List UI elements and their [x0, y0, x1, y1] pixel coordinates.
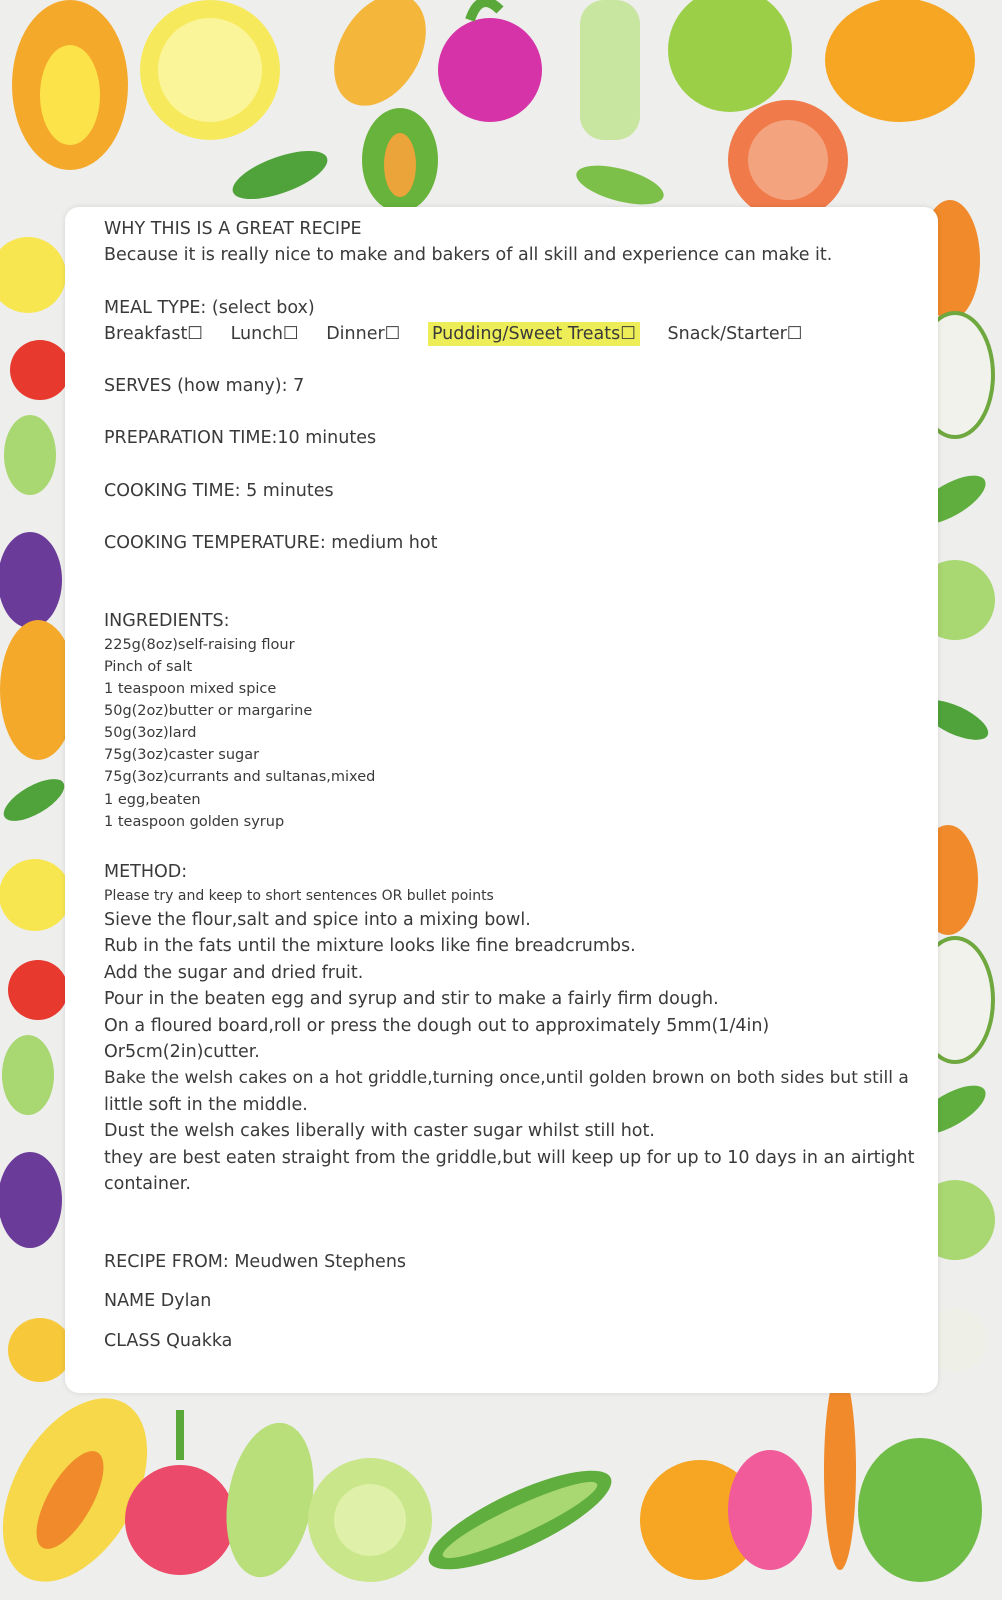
celery-icon — [580, 0, 640, 140]
papaya-icon — [12, 0, 128, 170]
student-class: CLASS Quakka — [104, 1331, 233, 1351]
aubergine-icon — [0, 532, 62, 628]
cooking-temperature: COOKING TEMPERATURE: medium hot — [104, 533, 438, 553]
pea-pod-icon — [362, 108, 438, 212]
beetroot-icon — [438, 2, 542, 122]
method-step: container. — [104, 1174, 191, 1194]
meal-type-options — [104, 324, 824, 344]
ingredient-item: Pinch of salt — [104, 659, 193, 675]
student-name: NAME Dylan — [104, 1291, 212, 1311]
why-text: Because it is really nice to make and bakers of all skill and experience can make it. — [104, 245, 833, 265]
method-step: Bake the welsh cakes on a hot griddle,turning once,until golden brown on both sides but still a — [104, 1068, 909, 1088]
leek-icon — [418, 1452, 623, 1587]
ingredient-item: 1 teaspoon golden syrup — [104, 814, 285, 830]
melon-icon — [140, 0, 280, 140]
meal-option-pudding[interactable]: Pudding/Sweet Treats☐ — [428, 322, 640, 346]
meal-option-dinner[interactable]: Dinner☐ — [326, 324, 401, 344]
ingredient-item: 1 teaspoon mixed spice — [104, 681, 277, 697]
orange-icon — [825, 0, 975, 122]
method-heading: METHOD: — [104, 862, 188, 882]
ingredient-item: 75g(3oz)caster sugar — [104, 747, 260, 763]
serves: SERVES (how many): 7 — [104, 376, 305, 396]
aubergine-icon — [0, 1152, 62, 1248]
onion-icon — [8, 1318, 72, 1382]
ingredient-item: 1 egg,beaten — [104, 792, 201, 808]
mango-icon — [315, 0, 444, 122]
herb-icon — [0, 771, 70, 829]
meal-type-label: MEAL TYPE: (select box) — [104, 298, 315, 318]
cabbage-icon — [308, 1458, 432, 1582]
apple-icon — [668, 0, 792, 112]
method-step: little soft in the middle. — [104, 1095, 308, 1115]
method-step: Rub in the fats until the mixture looks like fine breadcrumbs. — [104, 936, 636, 956]
pepper-icon — [858, 1438, 982, 1582]
lemon-icon — [0, 859, 71, 931]
method-step: Sieve the flour,salt and spice into a mixing bowl. — [104, 910, 531, 930]
method-step: Or5cm(2in)cutter. — [104, 1042, 260, 1062]
lettuce-icon — [2, 1035, 54, 1115]
method-step: they are best eaten straight from the griddle,but will keep up for up to 10 days in an airtight — [104, 1148, 915, 1168]
recipe-from: RECIPE FROM: Meudwen Stephens — [104, 1252, 407, 1272]
preparation-time: PREPARATION TIME:10 minutes — [104, 428, 377, 448]
pepper-icon — [8, 960, 68, 1020]
meal-option-snack[interactable]: Snack/Starter☐ — [667, 324, 803, 344]
method-step: Add the sugar and dried fruit. — [104, 963, 364, 983]
ingredient-item: 225g(8oz)self-raising flour — [104, 637, 295, 653]
method-step: Pour in the beaten egg and syrup and stir to make a fairly firm dough. — [104, 989, 719, 1009]
why-heading: WHY THIS IS A GREAT RECIPE — [104, 219, 362, 239]
leaf-icon — [227, 141, 668, 212]
turnip-icon — [215, 1416, 325, 1584]
lemon-icon — [0, 237, 66, 313]
tomato-slice-icon — [728, 100, 848, 220]
lettuce-icon — [4, 415, 56, 495]
ingredients-heading: INGREDIENTS: — [104, 611, 230, 631]
beetroot-icon — [728, 1450, 812, 1570]
carrot-icon — [824, 1370, 856, 1570]
pepper-icon — [10, 340, 70, 400]
ingredient-item: 50g(3oz)lard — [104, 725, 197, 741]
meal-option-breakfast[interactable]: Breakfast☐ — [104, 324, 203, 344]
meal-option-lunch[interactable]: Lunch☐ — [230, 324, 299, 344]
method-step: Dust the welsh cakes liberally with caster sugar whilst still hot. — [104, 1121, 655, 1141]
method-step: On a floured board,roll or press the dough out to approximately 5mm(1/4in) — [104, 1016, 770, 1036]
method-note: Please try and keep to short sentences OR bullet points — [104, 888, 494, 904]
cooking-time: COOKING TIME: 5 minutes — [104, 481, 334, 501]
ingredient-item: 75g(3oz)currants and sultanas,mixed — [104, 769, 376, 785]
ingredient-item: 50g(2oz)butter or margarine — [104, 703, 313, 719]
